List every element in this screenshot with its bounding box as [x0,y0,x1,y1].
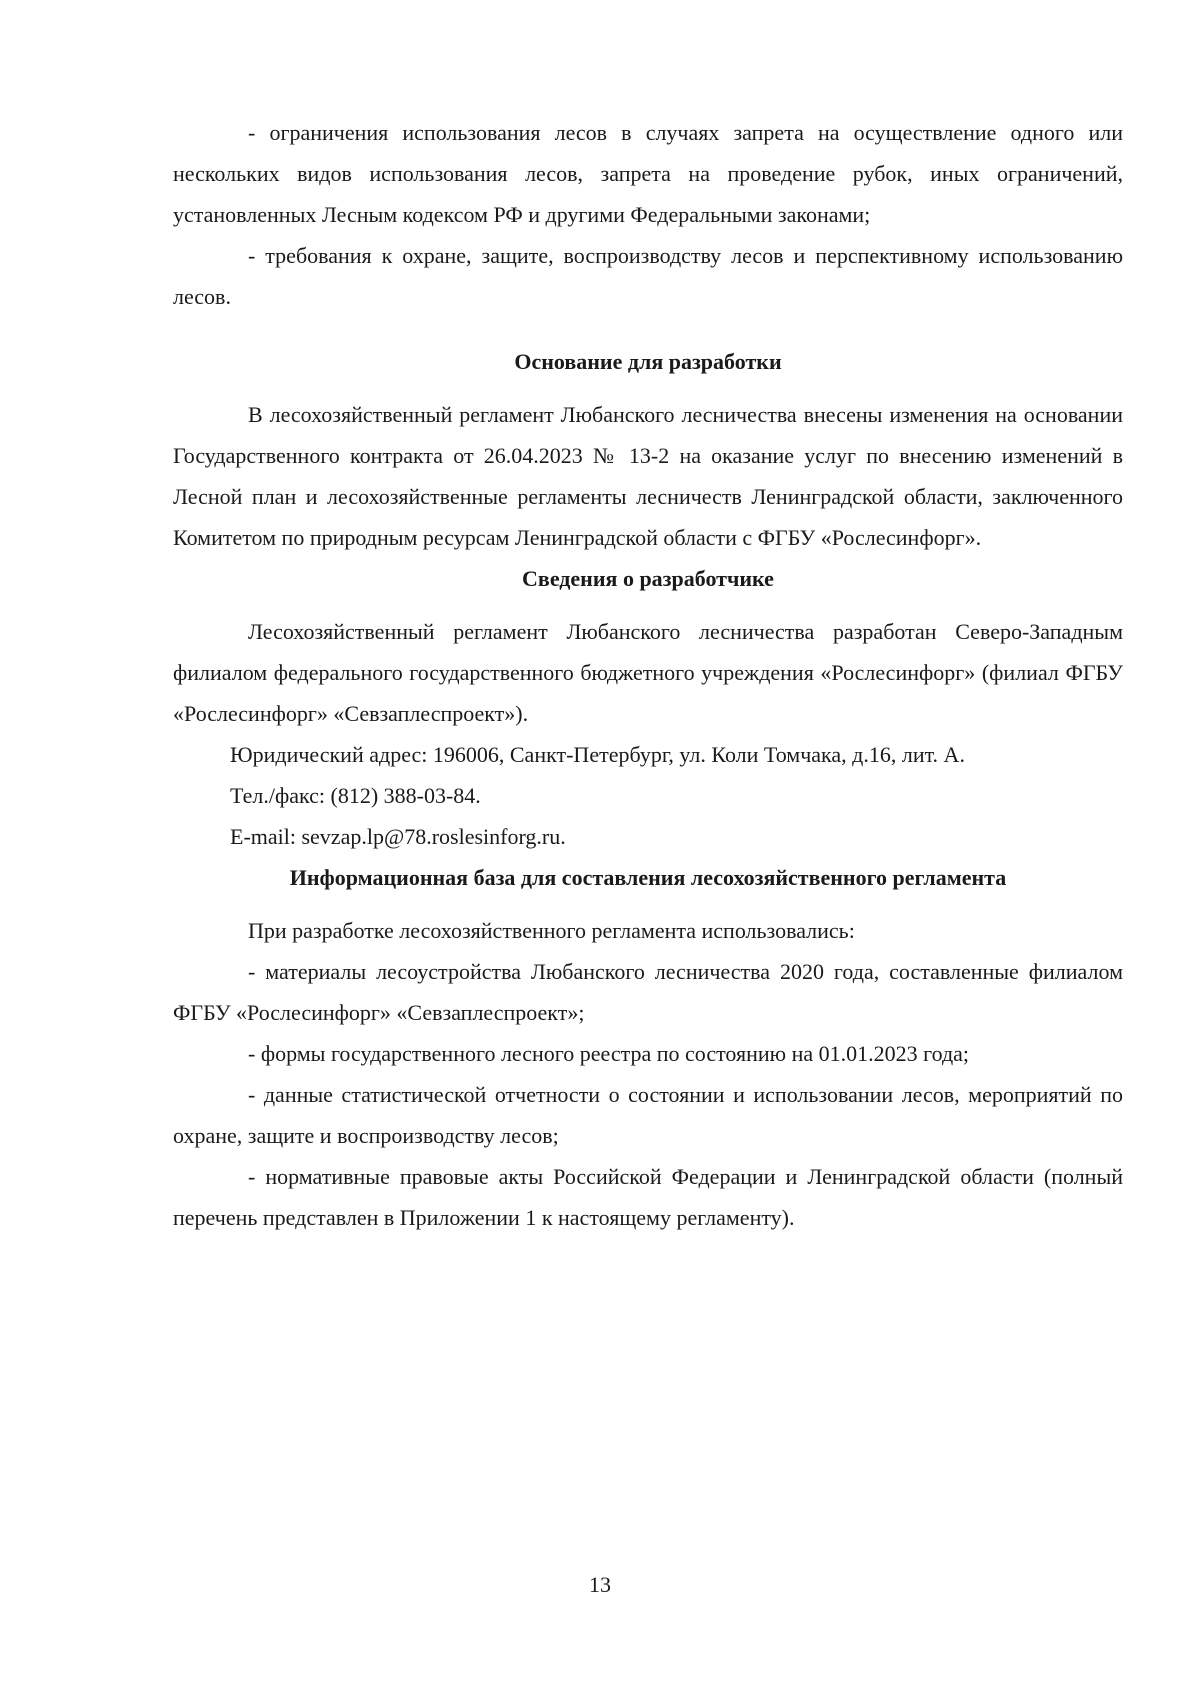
developer-phone: Тел./факс: (812) 388-03-84. [230,783,481,808]
info-item-statistics: - данные статистической отчетности о состоянии и использовании лесов, мероприятий по охране, защите и воспроизводству лесов; [173,1082,1123,1148]
section-info-title: Информационная база для составления лесохозяйственного регламента [289,865,1007,890]
developer-email: E-mail: sevzap.lp@78.roslesinforg.ru. [230,824,566,849]
info-item-materials: - материалы лесоустройства Любанского лесничества 2020 года, составленные филиалом ФГБУ «Рослесинфорг» «Севзаплеспроект»; [173,959,1123,1025]
info-item-legal-acts: - нормативные правовые акты Российской Федерации и Ленинградской области (полный перечень представлен в Приложении 1 к настоящему регламенту). [173,1164,1123,1230]
intro-item-restrictions: - ограничения использования лесов в случаях запрета на осуществление одного или нескольких видов использования лесов, запрета на проведение рубок, иных ограничений, установленных Лесным кодексом РФ и другими Федеральными законами; [173,120,1123,227]
section-basis-title: Основание для разработки [514,349,782,374]
section-basis-paragraph: В лесохозяйственный регламент Любанского лесничества внесены изменения на основании Государственного контракта от 26.04.2023 № 13-2 на оказание услуг по внесению изменений в Лесной план и лесохозяйственные регламенты лесничеств Ленинградской области, заключенного Комитетом по природным ресурсам Ленинградской области с ФГБУ «Рослесинфорг». [173,402,1123,550]
info-item-forms: - формы государственного лесного реестра по состоянию на 01.01.2023 года; [248,1041,970,1066]
page-content [173,112,1123,1238]
developer-address: Юридический адрес: 196006, Санкт-Петербург, ул. Коли Томчака, д.16, лит. А. [230,742,965,767]
page-number: 13 [589,1572,611,1597]
section-developer-paragraph: Лесохозяйственный регламент Любанского лесничества разработан Северо-Западным филиалом федерального государственного бюджетного учреждения «Рослесинфорг» (филиал ФГБУ «Рослесинфорг» «Севзаплеспроект»). [173,619,1123,726]
section-info-lead: При разработке лесохозяйственного регламента использовались: [248,918,855,943]
section-developer-title: Сведения о разработчике [522,566,774,591]
intro-item-requirements: - требования к охране, защите, воспроизводству лесов и перспективному использованию лесов. [173,243,1123,309]
